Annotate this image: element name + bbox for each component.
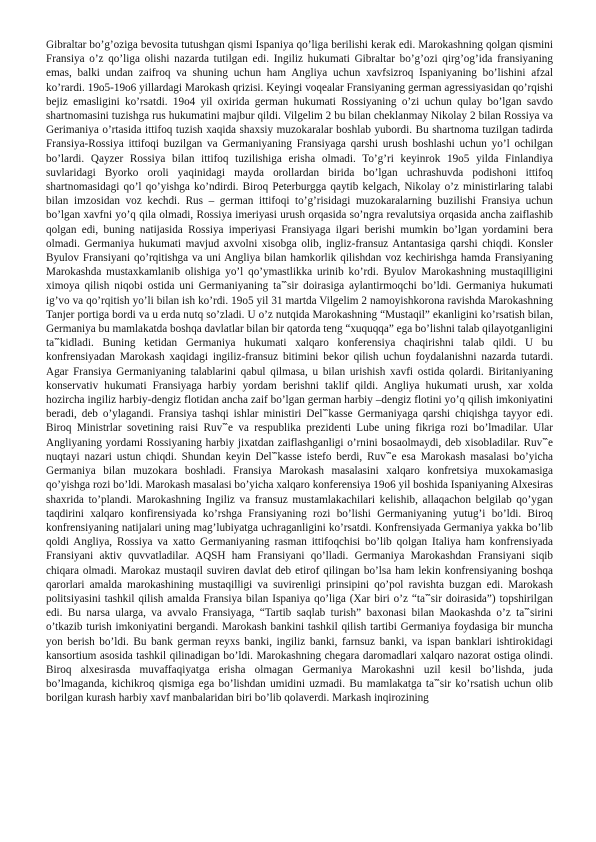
body-paragraph: Gibraltar bo’g’oziga bevosita tutushgan qismi Ispaniya qo’liga berilishi kerak edi. Marokashning qolgan qismini Fransiya o’z qo’liga olishi nazarda tutilgan edi. Ingiliz hukumati Gibraltar bo’g’ozi qirg’og’ida fransiyaning emas, balki undan zaifroq va shuning uchun ham Angliya uchun xavfsizroq Ispaniyaning bo’lishini afzal ko’rardi. 19o5-19o6 yillardagi Marokash qrizisi. Keyingi voqealar Fransiyaning german agressiyasidan qo’rqishi bejiz emasligini ko’rsatdi. 19o4 yil oxirida german hukumati Rossiyaning o’zi uchun qulay bo’lgan savdo shartnomasini tuzishga rus hukumatini majbur qildi. Vilgelim 2 bu bilan cheklanmay Nikolay 2 bilan Rossiya va Gerimaniya o’rtasida ittifoq tuzish xaqida shaxsiy muzokaralar boshlab yubordi. Bu shartnoma tuzilgan tadirda Fransiya-Rossiya ittifoqi buzilgan va Germaniyaning Fransiyaga qarshi urush boshlashi uchun yo’l ochilgan bo’lardi. Qayzer Rossiya bilan ittifoq tuzilishiga erisha olmadi. To’g’ri keyinrok 19o5 yilda Finlandiya suvlaridagi Byorko oroli yaqinidagi mayda orollardan birida bo’lgan uchrashuvda podishoni ittifoq shartnomasidagi qo’l qo’yishga ko’ndirdi. Biroq Peterburgga qaytib kelgach, Nikolay o’z ministirlaring talabi bilan imzosidan voz kechdi. Rus – german ittifoqi to’g’risidagi muzokaralarning buzilishi Fransiya uchun bo’lgan xavfni yo’q qila olmadi, Rossiya imeriyasi urush orqasida so’ngra revalutsiya orqasida ancha zaiflashib qolgan edi, buning natijasida Rossiya imperiyasi Fransiyaga ilgari berishi mumkin bo’lgan yordamini bera olmadi. Germaniya hukumati mavjud axvolni xisobga olib, ingliz-fransuz Antantasiga qarshi chiqdi. Konsler Byulov Fransiyani qo’rqitishga va uni Angliya bilan hamkorlik qilishdan voz kechirishga hamda Fransiyaning Marokashda mustaxkamlanib olishiga yo’l qo’ymastlikka urinib ko’rdi. Byulov Marokashning mustaqilligini ximoya qilish niqobi ostida uni Germaniyaning ta‷sir doirasiga aylantirmoqchi bo’ldi. Germaniya hukumati ig’vo va qo’rqitish yo’li bilan ish ko’rdi. 19o5 yil 31 martda Vilgelim 2 namoyishkorona ravishda Marokashning Tanjer portiga bordi va u erda nutq so’zladi. U o’z nutqida Marokashning “Mustaqil” ekanligini ko’rsatish bilan, Germaniya bu mamlakatda boshqa davlatlar bilan bir qatorda teng “xuquqqa” ega bo’lishni talab qilayotganligini ta‷kidladi. Buning ketidan Germaniya hukumati xalqaro konferensiya chaqirishni talab qildi. U bu konfrensiyadan Marokash xaqidagi ingiliz-fransuz bitimini bekor qilish uchun foydalanishni nazarda tutardi. Agar Fransiya Germaniyaning talablarini qabul qilmasa, u bilan urishish xavfi ostida qolardi. Biritaniyaning konservativ hukumati Fransiyaga harbiy yordam berishni taklif qildi. Angliya hukumati urush, xar xolda hozircha ingiliz harbiy-dengiz flotidan ancha zaif bo’lgan german harbiy –dengiz flotini yo’q qilish imkoniyatini beradi, deb o’ylagandi. Fransiya tashqi ishlar ministiri Del‷kasse Germaniyaga qarshi chiqishga tayyor edi. Biroq Ministrlar sovetining raisi Ruv‷e va respublika prezidenti Lube uning fikriga rozi bo’lmadilar. Ular Angliyaning yordami Rossiyaning harbiy jixatdan zaiflashganligi o’rnini bosaolmaydi, deb xisobladilar. Ruv‷e nuqtayi nazari ustun chiqdi. Shundan keyin Del‷kasse istefo berdi, Ruv‷e esa Marokash masalasi bo’yicha Germaniya bilan muzokara boshladi. Fransiya Marokash masalasini xalqaro konfretsiya muxokamasiga qo’yishga rozi bo’ldi. Marokash masalasi bo’yicha xalqaro konferensiya 19o6 yil boshida Ispaniyaning Alxesiras shaxrida to’plandi. Marokashning Ingiliz va fransuz mustamlakachilari kelishib, allaqachon belgilab qo’ygan taqdirini xalqaro konfirensiyada ko’rshga Fransiyaning rozi bo’lishi Germaniyaning yutug’i bo’ldi. Biroq konfrensiyaning natijalari uning mag’lubiyatga uchraganligini ko’rsatdi. Konfrensiyada Germaniya yakka bo’lib qoldi Angliya, Rossiya va xatto Germaniyaning rasman ittifoqchisi bo’lib qolgan Italiya ham konfrensiyada Fransiyani aktiv quvvatladilar. AQSH ham Fransiyani qo’lladi. Germaniya Marokashdan Fransiyani siqib chiqara olmadi. Marokaz mustaqil suviren davlat deb etirof qilingan bo’lsa ham lekin konfrensiyaning boshqa qarorlari amalda marokashining mustaqilligi va suvirenligi prinsipini qo’pol ravishta buzgan edi. Marokash politsiyasini tashkil qilish amalda Fransiya bilan Ispaniya qo’liga (Xar biri o’z “ta‷sir doirasida”) topshirilgan edi. Bu narsa ularga, va avvalo Fransiyaga, “Tartib saqlab turish” baxonasi bilan Maokashda o’z ta‷sirini o’tkazib turish imkoniyatini bergandi. Marokash bankini tashkil qilish tartibi Germaniya foydasiga bir muncha yon berish bo’ldi. Bu bank german reyxs banki, ingiliz banki, farnsuz banki, va ispan banklari ishtirokidagi kansortium asosida tashkil qilinadigan bo’ldi. Marokashning chegara daromadlari xalqaro nazorat ostiga olindi. Biroq alxesirasda muvaffaqiyatga erisha olmagan Germaniya Marokashni uzil kesil bo’lishda, juda bo’lmaganda, kichikroq qismiga ega bo’lishdan umidini uzmadi. Bu mamlakatga ta‷sir ko’rsatish uchun olib borilgan kurash harbiy xavf manbalaridan biri bo’lib qolaverdi. Markash inqirozining: [46, 39, 553, 705]
document-page: [46, 38, 553, 838]
